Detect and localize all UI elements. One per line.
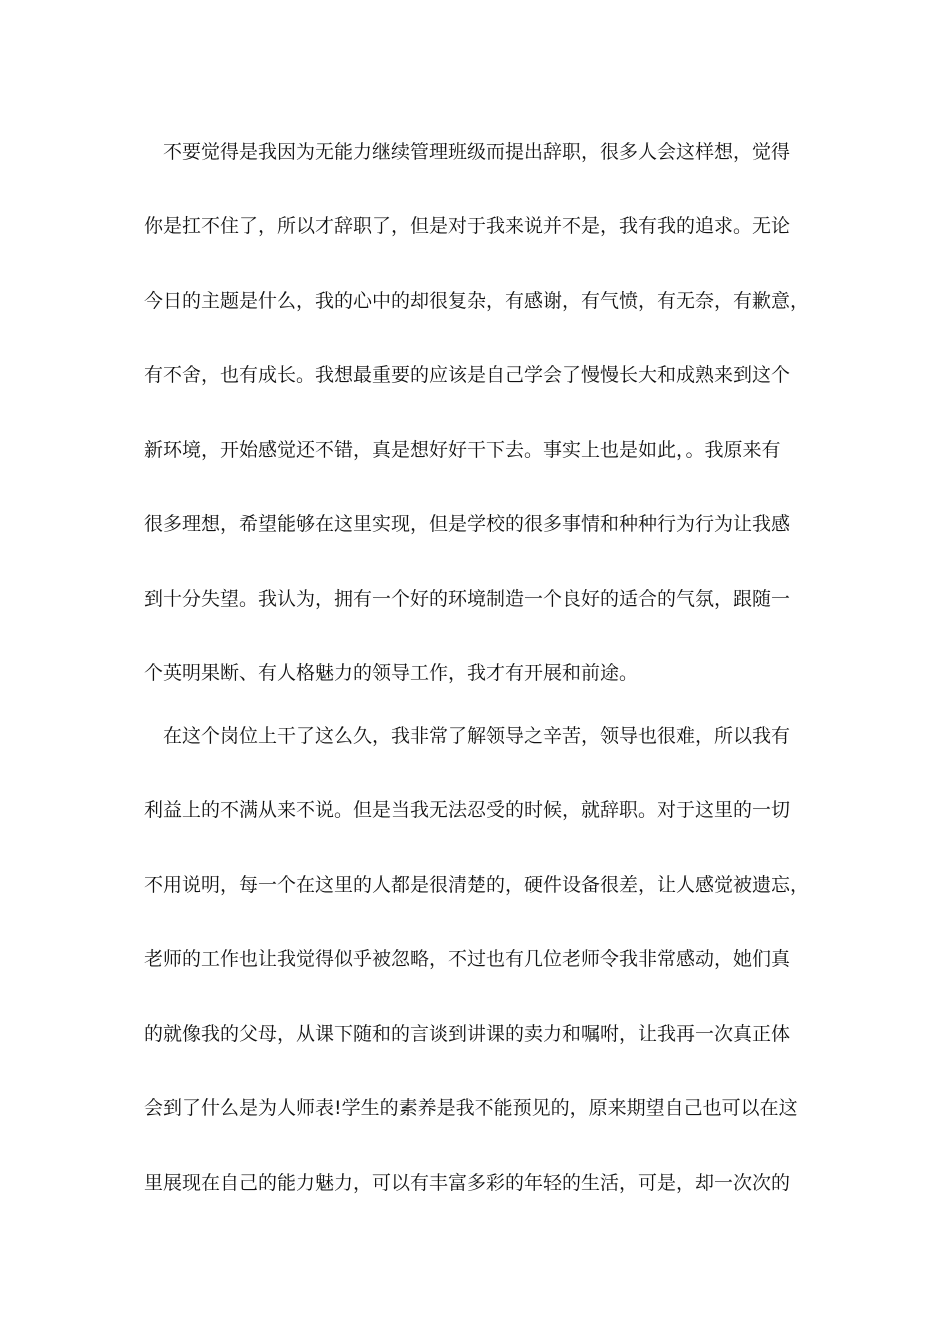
paragraph-line: 在这个岗位上干了这么久，我非常了解领导之辛苦，领导也很难，所以我有 (163, 725, 791, 747)
paragraph-line: 今日的主题是什么，我的心中的却很复杂，有感谢，有气愤，有无奈，有歉意， (144, 290, 810, 312)
paragraph-line: 新环境，开始感觉还不错，真是想好好干下去。事实上也是如此，。我原来有 (144, 439, 781, 461)
paragraph-line: 不要觉得是我因为无能力继续管理班级而提出辞职，很多人会这样想，觉得 (163, 141, 791, 163)
paragraph-line: 不用说明，每一个在这里的人都是很清楚的，硬件设备很差，让人感觉被遗忘， (144, 874, 810, 896)
paragraph-line: 有不舍，也有成长。我想最重要的应该是自己学会了慢慢长大和成熟来到这个 (144, 364, 791, 386)
paragraph-line: 你是扛不住了，所以才辞职了，但是对于我来说并不是，我有我的追求。无论 (144, 215, 791, 237)
paragraph-line: 老师的工作也让我觉得似乎被忽略，不过也有几位老师令我非常感动，她们真 (144, 948, 791, 970)
paragraph-line: 利益上的不满从来不说。但是当我无法忍受的时候，就辞职。对于这里的一切 (144, 799, 791, 821)
paragraph-line: 里展现在自己的能力魅力，可以有丰富多彩的年轻的生活，可是，却一次次的 (144, 1172, 791, 1194)
paragraph-line: 很多理想，希望能够在这里实现，但是学校的很多事情和种种行为行为让我感 (144, 513, 791, 535)
paragraph-line: 个英明果断、有人格魅力的领导工作，我才有开展和前途。 (144, 662, 639, 684)
paragraph-line: 的就像我的父母，从课下随和的言谈到讲课的卖力和嘱咐，让我再一次真正体 (144, 1023, 791, 1045)
paragraph-line: 会到了什么是为人师表!学生的素养是我不能预见的，原来期望自己也可以在这 (144, 1097, 798, 1119)
paragraph-line: 到十分失望。我认为，拥有一个好的环境制造一个良好的适合的气氛，跟随一 (144, 588, 791, 610)
